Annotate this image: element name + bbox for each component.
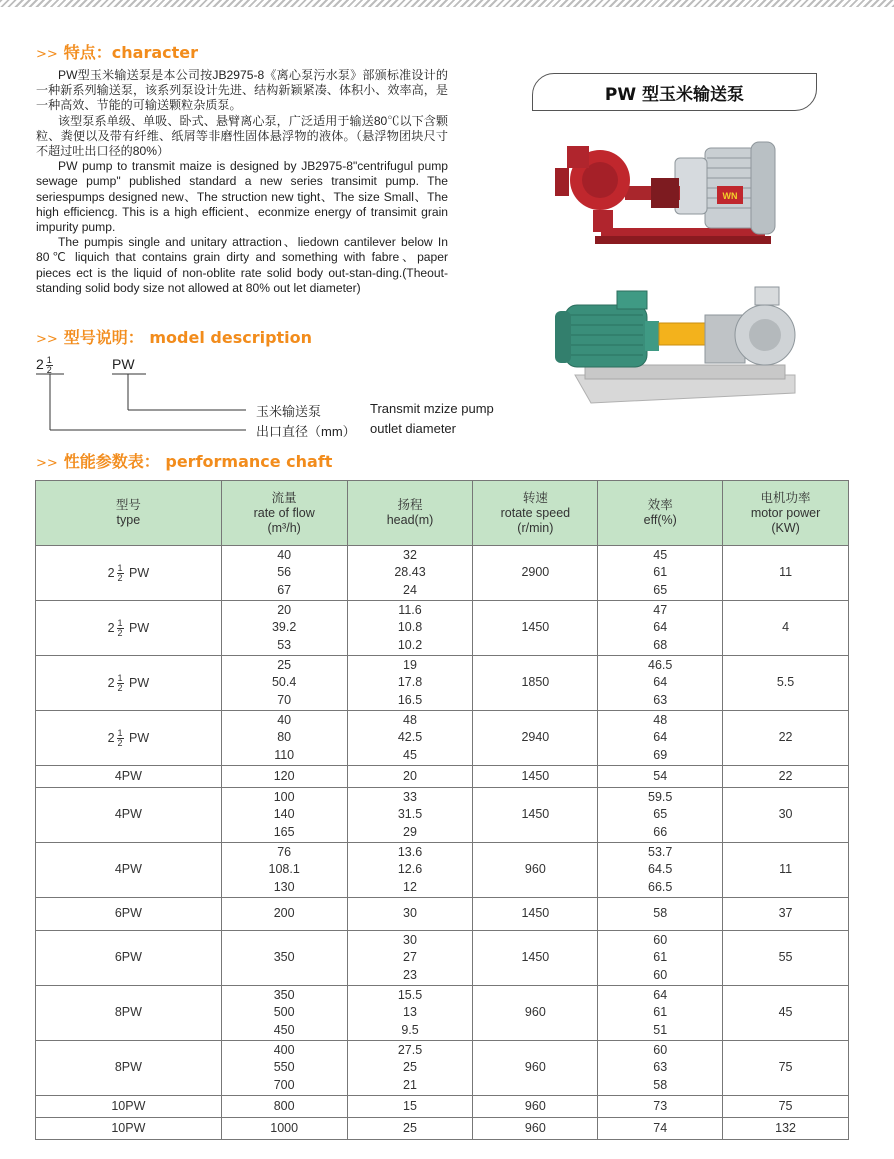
cell-type: 6PW [36,931,222,986]
cell-type: 4PW [36,843,222,898]
fraction-den: 2 [46,365,52,375]
cell-flow: 120 [221,766,347,788]
fraction: $\frac{1}{2}$ [117,727,123,748]
cell-head: 15 [347,1096,473,1118]
product-title: PW 型玉米输送泵 [532,73,817,111]
cell-eff: 46.5 64 63 [598,656,723,711]
cell-speed: 960 [473,843,598,898]
cell-speed: 960 [473,1096,598,1118]
description-en-2: The pumpis single and unitary attraction、liedown cantilever below In 80℃ liquich that contains grain dirty and something with fabre、paper pieces ect is the liquid of non-oblite rate solid body out-stan-ding.(Theout-standing solid body size not allowed at 80% out let diameter) [36,235,448,295]
header-power: 电机功率 motor power (KW) [723,481,849,546]
pump-badge: WN [722,191,738,201]
table-header-row [36,481,849,546]
cell-type: 2 $\frac{1}{2}$ PW [36,656,222,711]
cell-flow: 100 140 165 [221,788,347,843]
cell-head: 25 [347,1118,473,1140]
section-title-text: 性能参数表： performance chaft [63,452,333,471]
cell-type: 2 $\frac{1}{2}$ PW [36,711,222,766]
cell-type: 4PW [36,766,222,788]
section-title-character [36,40,198,63]
model-line2-en: outlet diameter [370,421,456,436]
cell-type: 6PW [36,898,222,931]
cell-speed: 1850 [473,656,598,711]
table-row [36,711,849,766]
cell-flow: 350 [221,931,347,986]
cell-type: 2 $\frac{1}{2}$ PW [36,546,222,601]
cell-head: 48 42.5 45 [347,711,473,766]
cell-type: 8PW [36,1041,222,1096]
table-row [36,1041,849,1096]
cell-speed: 1450 [473,601,598,656]
section-title-performance [36,449,332,472]
cell-speed: 960 [473,1041,598,1096]
cell-eff: 73 [598,1096,723,1118]
header-head: 扬程 head(m) [347,481,473,546]
description-en-1: PW pump to transmit maize is designed by JB2975-8"centrifugul pump sewage pump" published standard a new series transimit pump. The seriespumps designed new、The struction new tight、The size Small、The high efficiencg. This is a high efficient、econmize energy of transimit grain impurity pump. [36,159,448,235]
cell-power: 37 [723,898,849,931]
cell-power: 22 [723,766,849,788]
cell-head: 11.6 10.8 10.2 [347,601,473,656]
description-block [36,68,448,296]
table-row [36,788,849,843]
table-row [36,931,849,986]
cell-power: 132 [723,1118,849,1140]
cell-flow: 200 [221,898,347,931]
table-row [36,898,849,931]
top-hatched-border [0,0,894,7]
model-line2-cn: 出口直径（mm） [256,424,356,439]
model-prefix: 2 [36,356,44,373]
header-speed: 转速 rotate speed (r/min) [473,481,598,546]
cell-head: 19 17.8 16.5 [347,656,473,711]
description-cn-2: 该型泵系单级、单吸、卧式、悬臂离心泵，广泛适用于输送80℃以下含颗粒、粪便以及带有纤维、纸屑等非磨性固体悬浮物的液体。（悬浮物团块尺寸不超过吐出口径的80%） [36,113,448,159]
cell-power: 4 [723,601,849,656]
cell-head: 33 31.5 29 [347,788,473,843]
model-line1-cn: 玉米输送泵 [256,404,322,419]
cell-flow: 1000 [221,1118,347,1140]
cell-power: 11 [723,546,849,601]
table-row [36,766,849,788]
cell-head: 32 28.43 24 [347,546,473,601]
cell-type: 10PW [36,1118,222,1140]
performance-table [35,480,849,1140]
cell-flow: 800 [221,1096,347,1118]
chevron-icon: >> [36,47,58,62]
cell-speed: 2940 [473,711,598,766]
header-flow: 流量 rate of flow (m³/h) [221,481,347,546]
model-diagram [36,352,556,442]
table-row [36,986,849,1041]
cell-type: 8PW [36,986,222,1041]
cell-eff: 74 [598,1118,723,1140]
cell-eff: 45 61 65 [598,546,723,601]
cell-speed: 1450 [473,766,598,788]
cell-head: 13.6 12.6 12 [347,843,473,898]
cell-head: 15.5 13 9.5 [347,986,473,1041]
fraction-num: 1 [46,355,52,365]
chevron-icon: >> [36,456,58,471]
cell-eff: 48 64 69 [598,711,723,766]
header-type: 型号 type [36,481,222,546]
cell-head: 30 [347,898,473,931]
cell-eff: 64 61 51 [598,986,723,1041]
cell-type: 10PW [36,1096,222,1118]
section-title-model [36,325,312,348]
table-row [36,1118,849,1140]
cell-type: 2 $\frac{1}{2}$ PW [36,601,222,656]
cell-speed: 960 [473,986,598,1041]
table-row [36,546,849,601]
cell-type: 4PW [36,788,222,843]
cell-eff: 47 64 68 [598,601,723,656]
cell-flow: 20 39.2 53 [221,601,347,656]
cell-eff: 59.5 65 66 [598,788,723,843]
cell-head: 20 [347,766,473,788]
cell-power: 55 [723,931,849,986]
pump-image-green [555,285,805,410]
cell-power: 11 [723,843,849,898]
cell-flow: 400 550 700 [221,1041,347,1096]
table-row [36,1096,849,1118]
cell-eff: 60 61 60 [598,931,723,986]
cell-eff: 54 [598,766,723,788]
cell-eff: 53.7 64.5 66.5 [598,843,723,898]
section-title-text: 特点：character [63,43,199,62]
cell-power: 75 [723,1096,849,1118]
cell-head: 30 27 23 [347,931,473,986]
cell-power: 75 [723,1041,849,1096]
cell-flow: 40 56 67 [221,546,347,601]
chevron-icon: >> [36,332,58,347]
fraction: $\frac{1}{2}$ [117,562,123,583]
model-code-type: PW [112,356,135,372]
cell-power: 30 [723,788,849,843]
section-title-text: 型号说明： model description [63,328,313,347]
model-line1-en: Transmit mzize pump [370,401,494,416]
cell-flow: 350 500 450 [221,986,347,1041]
pump-image-red [555,128,785,250]
cell-speed: 1450 [473,931,598,986]
table-row [36,656,849,711]
cell-speed: 1450 [473,788,598,843]
cell-speed: 960 [473,1118,598,1140]
cell-power: 45 [723,986,849,1041]
cell-flow: 76 108.1 130 [221,843,347,898]
cell-speed: 2900 [473,546,598,601]
model-connector-lines [36,352,276,442]
cell-power: 22 [723,711,849,766]
cell-eff: 58 [598,898,723,931]
table-row [36,601,849,656]
description-cn-1: PW型玉米输送泵是本公司按JB2975-8《离心泵污水泵》部颁标准设计的一种新系列输送泵，该系列泵设计先进、结构新颖紧凑、体积小、效率高，是一种高效、节能的可输送颗粒杂质泵。 [36,68,448,113]
fraction: $\frac{1}{2}$ [117,672,123,693]
table-row [36,843,849,898]
header-eff: 效率 eff(%) [598,481,723,546]
cell-head: 27.5 25 21 [347,1041,473,1096]
cell-flow: 25 50.4 70 [221,656,347,711]
fraction: $\frac{1}{2}$ [117,617,123,638]
cell-eff: 60 63 58 [598,1041,723,1096]
cell-power: 5.5 [723,656,849,711]
cell-flow: 40 80 110 [221,711,347,766]
cell-speed: 1450 [473,898,598,931]
